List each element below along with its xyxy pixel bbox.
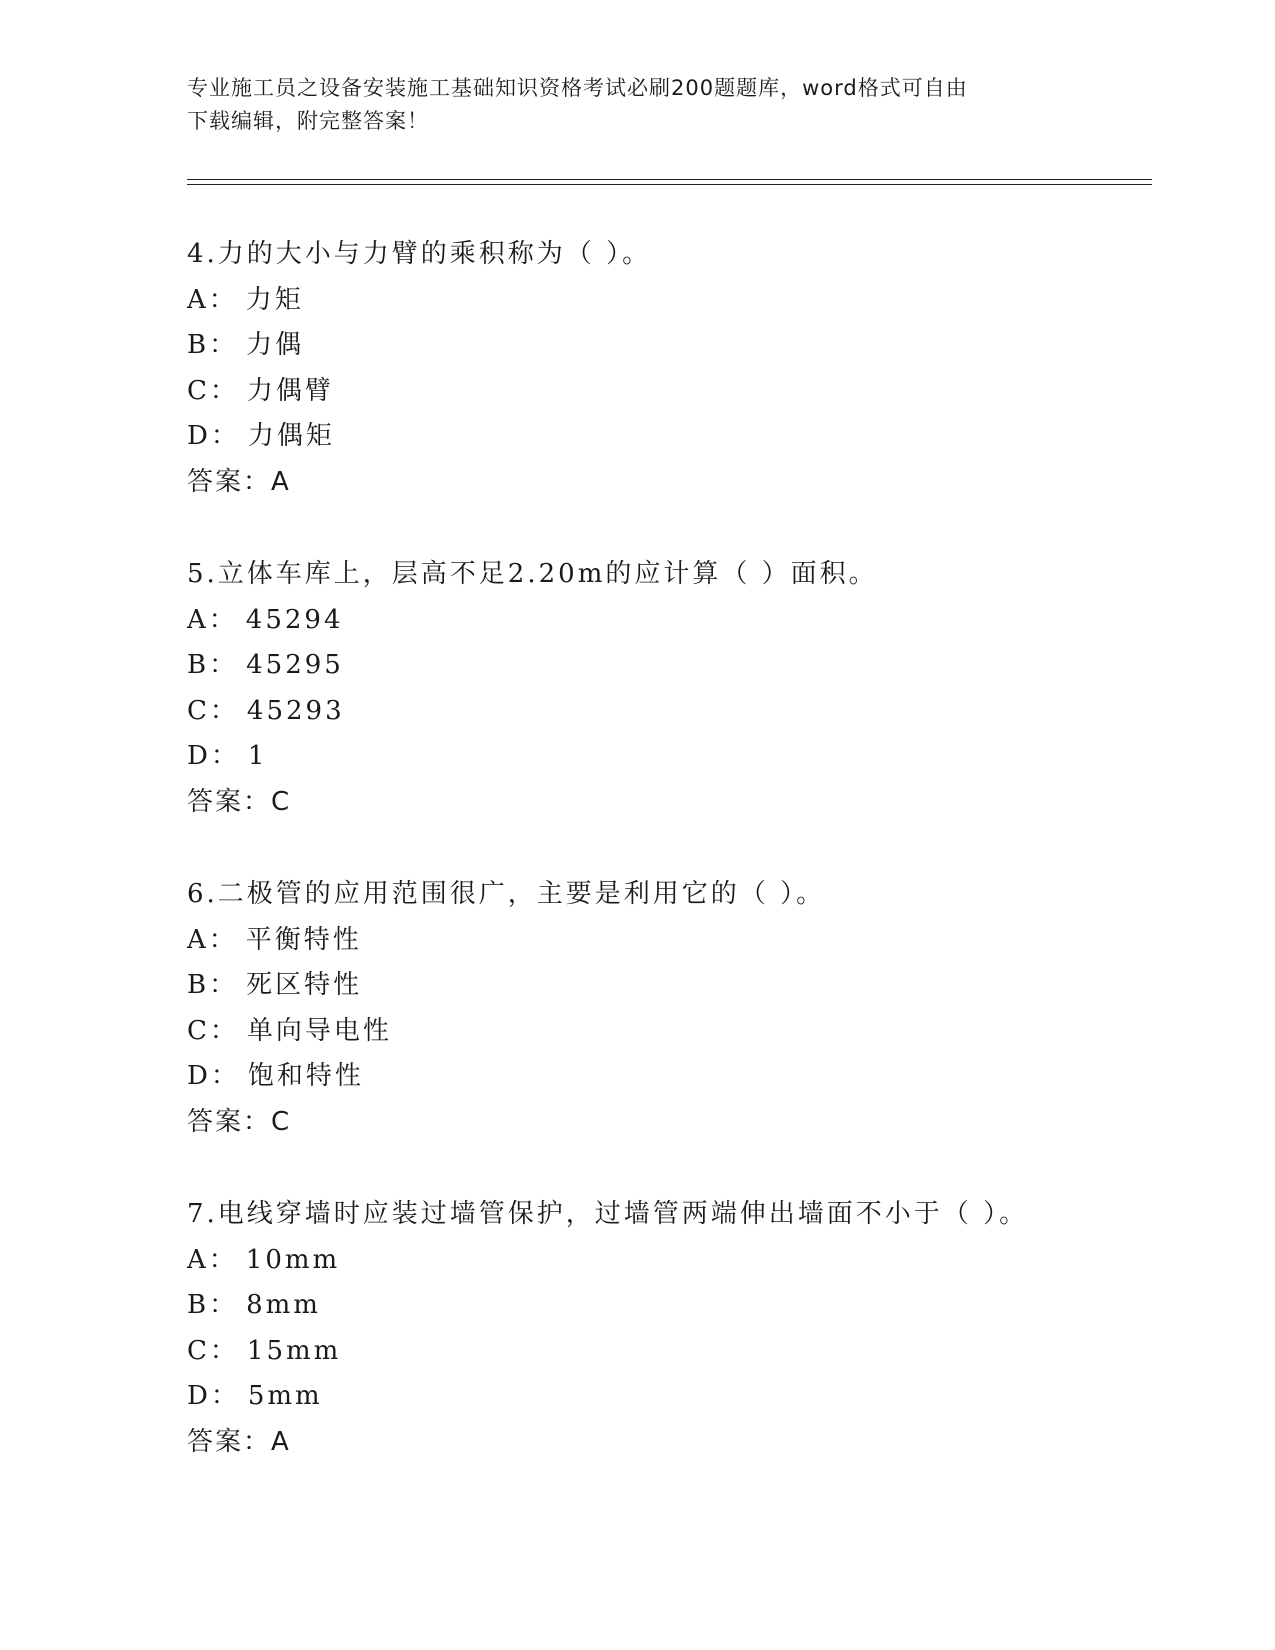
option-c: [187, 689, 1147, 735]
option-key: D：: [187, 741, 240, 771]
option-key: C：: [187, 1015, 239, 1046]
option-text: 45295: [246, 650, 344, 680]
option-a: [187, 1238, 1147, 1284]
option-text: 死区特性: [246, 970, 363, 1000]
header-divider-top: [187, 179, 1152, 180]
option-key: A：: [187, 1244, 238, 1275]
option-text: 45293: [246, 695, 345, 726]
header-line-1: 专业施工员之设备安装施工基础知识资格考试必刷200题题库，word格式可自由: [187, 76, 968, 100]
option-b: [187, 643, 1147, 689]
option-key: C：: [187, 1335, 239, 1366]
option-key: C：: [187, 375, 239, 406]
option-a: [187, 918, 1147, 964]
option-text: 力偶臂: [246, 375, 334, 406]
option-text: 力偶矩: [247, 421, 335, 451]
option-text: 5mm: [247, 1381, 323, 1411]
option-key: B：: [187, 1290, 239, 1320]
option-key: C：: [187, 695, 239, 726]
option-d: [187, 1374, 1147, 1420]
question-7: [187, 1192, 1147, 1512]
question-stem: 7.电线穿墙时应装过墙管保护，过墙管两端伸出墙面不小于（ ）。: [187, 1199, 1029, 1229]
question-6: [187, 872, 1147, 1192]
answer-line: 答案：C: [187, 1106, 292, 1137]
option-d: [187, 734, 1147, 780]
option-text: 平衡特性: [245, 924, 362, 955]
option-key: D：: [187, 421, 240, 451]
option-text: 8mm: [246, 1290, 321, 1320]
option-b: [187, 323, 1147, 369]
answer-line: 答案：C: [187, 786, 292, 817]
option-key: A：: [187, 284, 238, 315]
option-c: [187, 369, 1147, 415]
option-key: B：: [187, 650, 239, 680]
question-stem: 4.力的大小与力臂的乘积称为（ ）。: [187, 239, 652, 269]
header-divider-bottom: [187, 184, 1152, 185]
question-list: [187, 232, 1147, 1512]
option-text: 力矩: [245, 284, 304, 315]
answer-line: 答案：A: [187, 466, 291, 497]
option-d: [187, 414, 1147, 460]
option-text: 1: [247, 741, 268, 771]
option-key: D：: [187, 1381, 240, 1411]
question-4: [187, 232, 1147, 552]
question-5: [187, 552, 1147, 872]
option-c: [187, 1009, 1147, 1055]
option-b: [187, 963, 1147, 1009]
option-c: [187, 1329, 1147, 1375]
question-stem: 5.立体车库上，层高不足2.20m的应计算（ ）面积。: [187, 559, 878, 589]
option-a: [187, 278, 1147, 324]
option-b: [187, 1283, 1147, 1329]
document-header: [187, 72, 1087, 138]
option-text: 45294: [245, 604, 344, 635]
option-a: [187, 598, 1147, 644]
answer-line: 答案：A: [187, 1426, 291, 1457]
option-text: 饱和特性: [247, 1061, 364, 1091]
option-key: B：: [187, 330, 239, 360]
option-key: A：: [187, 924, 238, 955]
option-text: 15mm: [246, 1335, 342, 1366]
option-text: 单向导电性: [246, 1015, 392, 1046]
option-key: D：: [187, 1061, 240, 1091]
option-text: 10mm: [245, 1244, 341, 1275]
question-stem: 6.二极管的应用范围很广，主要是利用它的（ ）。: [187, 879, 826, 909]
header-line-2: 下载编辑，附完整答案！: [187, 109, 429, 133]
option-d: [187, 1054, 1147, 1100]
option-key: A：: [187, 604, 238, 635]
option-text: 力偶: [246, 330, 305, 360]
option-key: B：: [187, 970, 239, 1000]
